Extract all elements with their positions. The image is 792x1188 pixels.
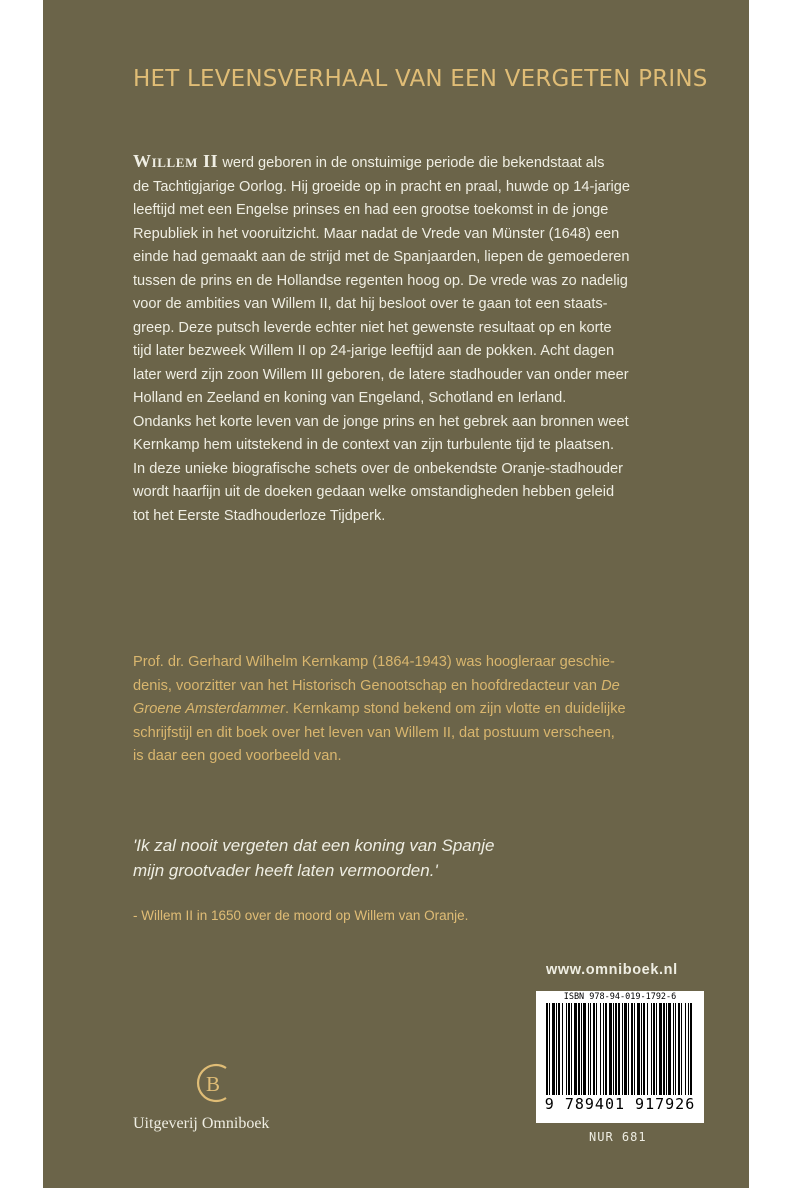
blurb-line: tussen de prins en de Hollandse regenten hoog op. De vrede was zo nadelig xyxy=(133,272,628,289)
author-bio-line: is daar een goed voorbeeld van. xyxy=(133,748,342,764)
blurb-line: leeftijd met een Engelse prinses en had een grootse toekomst in de jonge xyxy=(133,202,609,218)
blurb-line: de Tachtigjarige Oorlog. Hij groeide op in pracht en praal, huwde op 14-jarige xyxy=(133,178,631,195)
omniboek-cb-logo-icon xyxy=(188,1058,238,1108)
quote-line: 'Ik zal nooit vergeten dat een koning van Spanje xyxy=(133,836,495,855)
cover-heading: HET LEVENSVERHAAL VAN EEN VERGETEN PRINS xyxy=(133,66,708,92)
blurb-line: Republiek in het vooruitzicht. Maar nadat de Vrede van Münster (1648) een xyxy=(133,225,620,242)
blurb-line: Holland en Zeeland en koning van Engeland, Schotland en Ierland. xyxy=(133,390,567,406)
blurb-line: In deze unieke biografische schets over de onbekendste Oranje-stadhouder xyxy=(133,460,624,477)
blurb-line: tot het Eerste Stadhouderloze Tijdperk. xyxy=(133,507,386,524)
publisher-name: Uitgeverij Omniboek xyxy=(133,1115,270,1132)
author-bio-line: denis, voorzitter van het Historisch Genootschap en hoofdredacteur van De xyxy=(133,677,620,694)
quote-attribution: - Willem II in 1650 over de moord op Willem van Oranje. xyxy=(133,908,469,923)
blurb-text xyxy=(133,150,713,528)
isbn-label: ISBN 978-94-019-1792-6 xyxy=(563,992,677,1002)
publisher-website: www.omniboek.nl xyxy=(546,962,678,978)
blurb-line-1: Willem II werd geboren in de onstuimige periode die bekendstaat als xyxy=(133,151,605,171)
author-bio-line: Groene Amsterdammer. Kernkamp stond bekend om zijn vlotte en duidelijke xyxy=(133,701,626,717)
blurb-line: Ondanks het korte leven van de jonge prins en het gebrek aan bronnen weet xyxy=(133,413,629,430)
lead-name: Willem II xyxy=(133,151,219,171)
author-bio-line: Prof. dr. Gerhard Wilhelm Kernkamp (1864-1943) was hoogleraar geschie- xyxy=(133,654,615,670)
blurb-line: einde had gemaakt aan de strijd met de Spanjaarden, liepen de gemoederen xyxy=(133,249,630,265)
blurb-line: tijd later bezweek Willem II op 24-jarige leeftijd aan de pokken. Acht dagen xyxy=(133,343,615,359)
isbn-barcode xyxy=(536,991,704,1123)
quote-line: mijn grootvader heeft laten vermoorden.' xyxy=(133,861,438,880)
blurb-line: wordt haarfijn uit de doeken gedaan welke omstandigheden hebben geleid xyxy=(133,484,615,500)
nur-code: NUR 681 xyxy=(589,1130,647,1144)
quote xyxy=(133,833,713,883)
isbn-digits: 9 789401 917926 xyxy=(544,1095,696,1113)
blurb-line: Kernkamp hem uitstekend in de context van zijn turbulente tijd te plaatsen. xyxy=(133,437,615,453)
blurb-line: later werd zijn zoon Willem III geboren, de latere stadhouder van onder meer xyxy=(133,366,629,383)
svg-text:B: B xyxy=(206,1072,221,1096)
author-bio-line: schrijfstijl en dit boek over het leven van Willem II, dat postuum verscheen, xyxy=(133,724,615,741)
blurb-line: voor de ambities van Willem II, dat hij besloot over te gaan tot een staats- xyxy=(133,296,608,312)
blurb-line: greep. Deze putsch leverde echter niet het gewenste resultaat op en korte xyxy=(133,319,612,336)
barcode-bars xyxy=(544,1003,696,1095)
author-bio xyxy=(133,651,713,769)
